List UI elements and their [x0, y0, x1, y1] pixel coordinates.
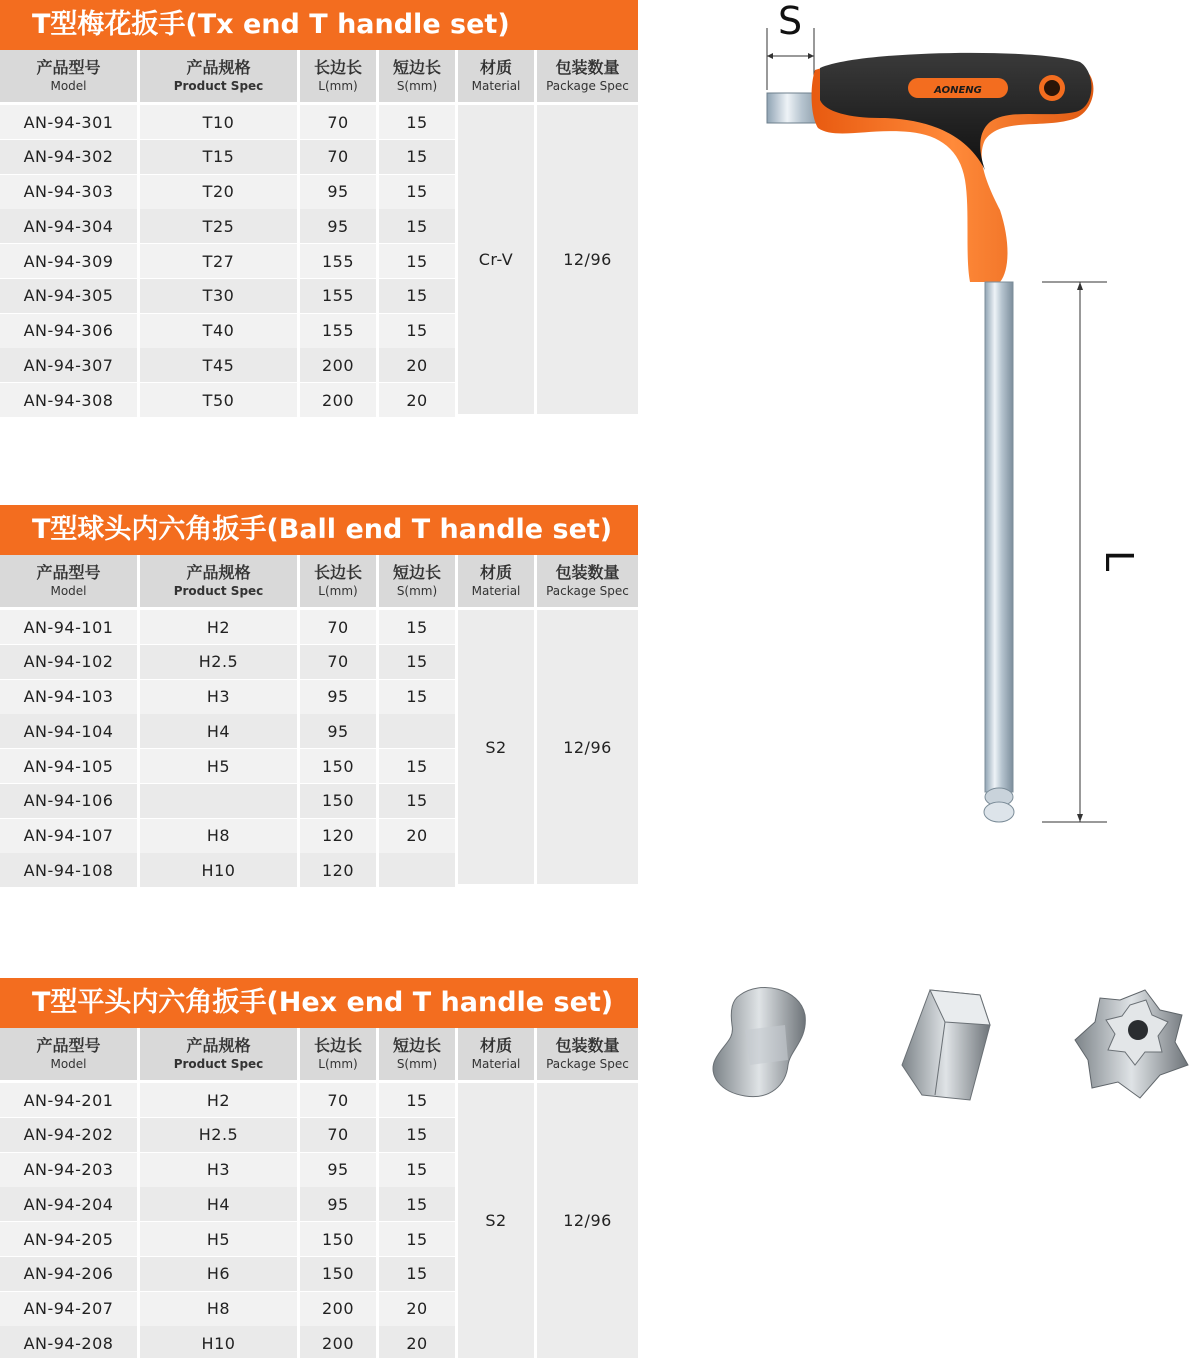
long-cell: 70	[300, 610, 376, 644]
torx-end-bit-icon	[1075, 990, 1188, 1098]
spec-cell: H4	[140, 714, 297, 748]
model-cell: AN-94-208	[0, 1326, 137, 1358]
long-cell: 200	[300, 383, 376, 417]
short-cell: 15	[379, 680, 455, 714]
model-cell: AN-94-105	[0, 749, 137, 783]
spec-cell: H5	[140, 749, 297, 783]
header-long: 长边长 L(mm)	[300, 1028, 376, 1080]
header-model: 产品型号 Model	[0, 50, 137, 102]
model-cell: AN-94-104	[0, 714, 137, 748]
spec-cell: H2	[140, 610, 297, 644]
header-package: 包装数量 Package Spec	[537, 555, 638, 607]
model-cell: AN-94-106	[0, 784, 137, 818]
brand-logo: AONENG	[934, 85, 982, 96]
header-material: 材质 Material	[458, 1028, 534, 1080]
t-handle-diagram	[740, 0, 1200, 880]
spec-cell: H5	[140, 1222, 297, 1256]
spec-cell: H10	[140, 853, 297, 887]
table-header	[0, 50, 638, 102]
table-header	[0, 1028, 638, 1080]
model-cell: AN-94-305	[0, 279, 137, 313]
header-short: 短边长 S(mm)	[379, 1028, 455, 1080]
header-long: 长边长 L(mm)	[300, 555, 376, 607]
long-cell: 70	[300, 105, 376, 139]
short-cell: 15	[379, 749, 455, 783]
spec-cell: T45	[140, 348, 297, 382]
model-cell: AN-94-309	[0, 244, 137, 278]
model-cell: AN-94-102	[0, 645, 137, 679]
short-cell: 15	[379, 645, 455, 679]
short-cell: 15	[379, 784, 455, 818]
model-cell: AN-94-205	[0, 1222, 137, 1256]
short-cell: 20	[379, 819, 455, 853]
package-cell: 12/96	[537, 105, 638, 414]
model-cell: AN-94-306	[0, 314, 137, 348]
model-cell: AN-94-103	[0, 680, 137, 714]
short-cell: 15	[379, 1083, 455, 1117]
short-cell: 15	[379, 1222, 455, 1256]
long-cell: 95	[300, 1187, 376, 1221]
spec-cell: T15	[140, 140, 297, 174]
header-short: 短边长 S(mm)	[379, 555, 455, 607]
spec-cell: T40	[140, 314, 297, 348]
long-cell: 95	[300, 714, 376, 748]
short-cell: 15	[379, 1153, 455, 1187]
spec-cell: H10	[140, 1326, 297, 1358]
model-cell: AN-94-303	[0, 175, 137, 209]
short-cell: 15	[379, 1187, 455, 1221]
model-cell: AN-94-202	[0, 1118, 137, 1152]
spec-cell: H2.5	[140, 1118, 297, 1152]
model-cell: AN-94-201	[0, 1083, 137, 1117]
long-cell: 70	[300, 140, 376, 174]
package-cell: 12/96	[537, 1083, 638, 1358]
long-cell: 70	[300, 1118, 376, 1152]
short-cell: 15	[379, 279, 455, 313]
long-cell: 150	[300, 1222, 376, 1256]
spec-cell: H8	[140, 1292, 297, 1326]
model-cell: AN-94-301	[0, 105, 137, 139]
package-cell: 12/96	[537, 610, 638, 884]
spec-cell: T30	[140, 279, 297, 313]
short-cell: 15	[379, 1118, 455, 1152]
long-cell: 150	[300, 784, 376, 818]
header-package: 包装数量 Package Spec	[537, 50, 638, 102]
model-cell: AN-94-304	[0, 209, 137, 243]
spec-cell: T20	[140, 175, 297, 209]
model-cell: AN-94-302	[0, 140, 137, 174]
short-cell: 20	[379, 348, 455, 382]
long-cell: 200	[300, 348, 376, 382]
header-spec: 产品规格 Product Spec	[140, 1028, 297, 1080]
long-cell: 120	[300, 853, 376, 887]
long-cell: 155	[300, 279, 376, 313]
long-cell: 155	[300, 314, 376, 348]
header-spec: 产品规格 Product Spec	[140, 555, 297, 607]
short-cell: 15	[379, 209, 455, 243]
long-cell: 150	[300, 749, 376, 783]
short-cell	[379, 714, 455, 748]
material-cell: S2	[458, 610, 534, 884]
short-cell: 15	[379, 140, 455, 174]
spec-cell: H3	[140, 1153, 297, 1187]
section-title: T型梅花扳手(Tx end T handle set)	[0, 0, 638, 50]
spec-cell: T25	[140, 209, 297, 243]
model-cell: AN-94-203	[0, 1153, 137, 1187]
header-material: 材质 Material	[458, 50, 534, 102]
model-cell: AN-94-206	[0, 1257, 137, 1291]
table-header	[0, 555, 638, 607]
section-title: T型球头内六角扳手(Ball end T handle set)	[0, 505, 638, 555]
model-cell: AN-94-307	[0, 348, 137, 382]
model-cell: AN-94-207	[0, 1292, 137, 1326]
spec-cell: H4	[140, 1187, 297, 1221]
long-cell: 155	[300, 244, 376, 278]
model-cell: AN-94-204	[0, 1187, 137, 1221]
bit-tips-graphic	[690, 970, 1200, 1120]
ball-end-section	[0, 505, 638, 884]
hex-end-section	[0, 978, 638, 1358]
header-model: 产品型号 Model	[0, 1028, 137, 1080]
header-model: 产品型号 Model	[0, 555, 137, 607]
ball-end-bit-icon	[713, 988, 805, 1097]
long-cell: 120	[300, 819, 376, 853]
spec-cell: T27	[140, 244, 297, 278]
bit-tips	[690, 970, 1200, 1120]
long-cell: 95	[300, 209, 376, 243]
short-cell: 15	[379, 610, 455, 644]
material-cell: S2	[458, 1083, 534, 1358]
section-title: T型平头内六角扳手(Hex end T handle set)	[0, 978, 638, 1028]
spec-cell: T50	[140, 383, 297, 417]
short-cell: 15	[379, 105, 455, 139]
long-cell: 70	[300, 1083, 376, 1117]
model-cell: AN-94-101	[0, 610, 137, 644]
short-cell: 15	[379, 314, 455, 348]
material-cell: Cr-V	[458, 105, 534, 414]
t-handle-wrench-icon	[740, 0, 1200, 880]
s-dimension-label: S	[778, 0, 803, 43]
header-package: 包装数量 Package Spec	[537, 1028, 638, 1080]
header-long: 长边长 L(mm)	[300, 50, 376, 102]
short-cell: 20	[379, 1326, 455, 1358]
long-cell: 95	[300, 175, 376, 209]
header-short: 短边长 S(mm)	[379, 50, 455, 102]
short-cell: 20	[379, 383, 455, 417]
spec-cell: H3	[140, 680, 297, 714]
long-cell: 150	[300, 1257, 376, 1291]
hex-end-bit-icon	[902, 990, 990, 1100]
spec-cell: H2	[140, 1083, 297, 1117]
l-dimension-label: L	[1097, 550, 1141, 572]
header-spec: 产品规格 Product Spec	[140, 50, 297, 102]
spec-cell	[140, 784, 297, 818]
short-cell: 15	[379, 175, 455, 209]
short-cell: 15	[379, 244, 455, 278]
short-cell: 20	[379, 1292, 455, 1326]
spec-cell: T10	[140, 105, 297, 139]
tx-end-section	[0, 0, 638, 414]
spec-cell: H8	[140, 819, 297, 853]
long-cell: 200	[300, 1292, 376, 1326]
spec-cell: H2.5	[140, 645, 297, 679]
model-cell: AN-94-308	[0, 383, 137, 417]
short-cell: 15	[379, 1257, 455, 1291]
short-cell	[379, 853, 455, 887]
long-cell: 95	[300, 680, 376, 714]
spec-cell: H6	[140, 1257, 297, 1291]
model-cell: AN-94-107	[0, 819, 137, 853]
long-cell: 95	[300, 1153, 376, 1187]
model-cell: AN-94-108	[0, 853, 137, 887]
long-cell: 200	[300, 1326, 376, 1358]
header-material: 材质 Material	[458, 555, 534, 607]
long-cell: 70	[300, 645, 376, 679]
